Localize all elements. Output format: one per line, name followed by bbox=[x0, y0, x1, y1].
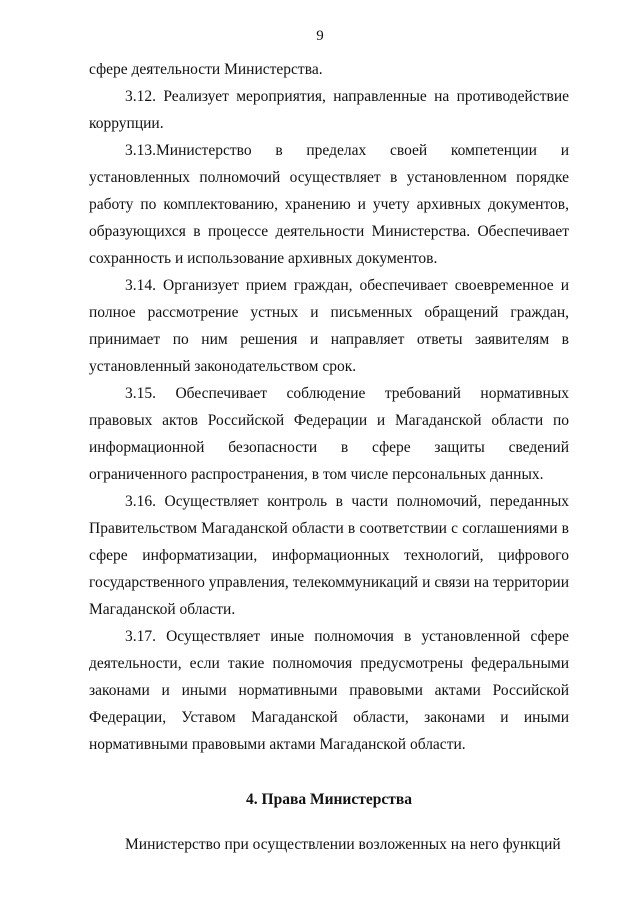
section-heading: 4. Права Министерства bbox=[246, 791, 412, 808]
paragraph-3-14: 3.14. Организует прием граждан, обеспечивает своевременное и полное рассмотрение устных и письменных обращений граждан, принимает по ним решения и направляет ответы заявителям в установленный законодательством срок. bbox=[89, 277, 569, 375]
paragraph-3-12: 3.12. Реализует мероприятия, направленные на противодействие коррупции. bbox=[89, 88, 569, 132]
paragraph-3-17: 3.17. Осуществляет иные полномочия в установленной сфере деятельности, если такие полномочия предусмотрены федеральными законами и иными нормативными правовыми актами Российской Федерации, Уставом Магаданской области, законами и иными нормативными правовыми актами Магаданской области. bbox=[89, 628, 569, 753]
section-4-paragraph: Министерство при осуществлении возложенных на него функций bbox=[125, 836, 561, 853]
document-body bbox=[89, 56, 569, 858]
page-number: 9 bbox=[316, 28, 324, 44]
paragraph-3-16: 3.16. Осуществляет контроль в части полномочий, переданных Правительством Магаданской области в соответствии с соглашениями в сфере информатизации, информационных технологий, цифрового государственного управления, телекоммуникаций и связи на территории Магаданской области. bbox=[89, 493, 569, 618]
paragraph-continuation: сфере деятельности Министерства. bbox=[89, 61, 323, 78]
paragraph-3-13: 3.13.Министерство в пределах своей компетенции и установленных полномочий осуществляет в установленном порядке работу по комплектованию, хранению и учету архивных документов, образующихся в процессе деятельности Министерства. Обеспечивает сохранность и использование архивных документов. bbox=[89, 142, 569, 267]
paragraph-3-15: 3.15. Обеспечивает соблюдение требований нормативных правовых актов Российской Федерации и Магаданской области по информационной безопасности в сфере защиты сведений ограниченного распространения, в том числе персональных данных. bbox=[89, 385, 569, 483]
